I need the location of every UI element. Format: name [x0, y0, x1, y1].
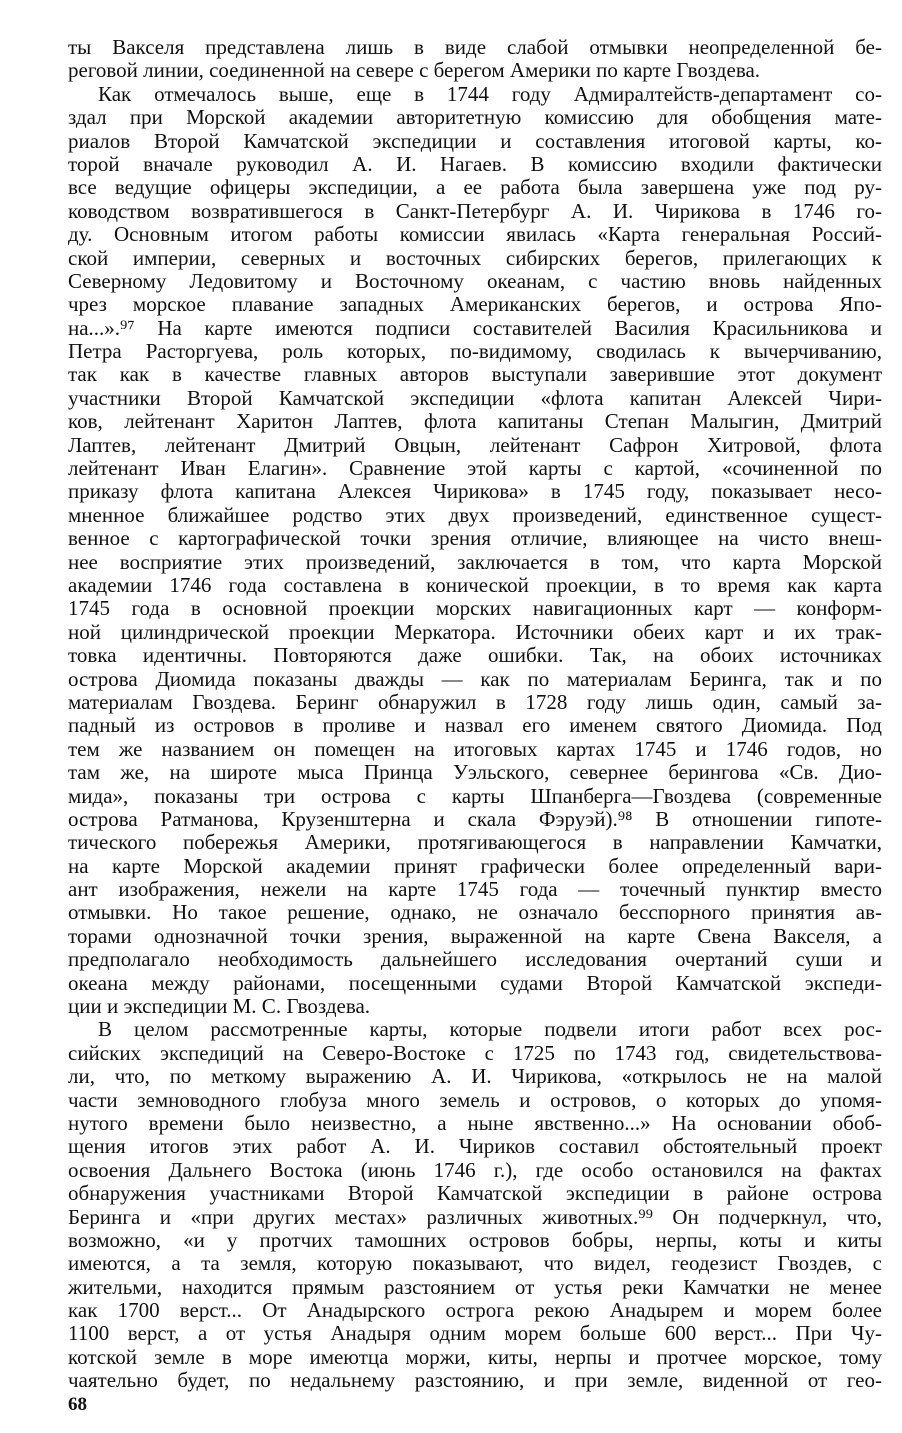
text-line: здал при Морской академии авторитетную комиссию для обобщения мате-	[68, 106, 882, 130]
text-line: щения итогов этих работ А. И. Чириков составил обстоятельный проект	[68, 1135, 882, 1159]
text-line: ной цилиндрической проекции Меркатора. Источники обеих карт и их трак-	[68, 620, 882, 644]
text-line: ду. Основным итогом работы комиссии явилась «Карта генеральная Россий-	[68, 223, 882, 247]
text-line: на карте Морской академии принят графически более определенный вари-	[68, 854, 882, 878]
text-line: 1745 года в основной проекции морских навигационных карт — конформ-	[68, 597, 882, 621]
text-line: академии 1746 года составлена в конической проекции, в то время как карта	[68, 573, 882, 597]
text-line: падный из островов в проливе и назвал его именем святого Диомида. Под	[68, 714, 882, 738]
text-line: чаятельно будет, по недальнему разстоянию, и при земле, виденной от гео-	[68, 1369, 882, 1393]
text-line: Петра Расторгуева, роль которых, по-видимому, сводилась к вычерчиванию,	[68, 340, 882, 364]
text-line: нее восприятие этих произведений, заключается в том, что карта Морской	[68, 550, 882, 574]
text-line: мида», показаны три острова с карты Шпанберга—Гвоздева (современные	[68, 784, 882, 808]
paragraph	[68, 36, 882, 83]
text-line: торой вначале руководил А. И. Нагаев. В комиссию входили фактически	[68, 152, 882, 176]
text-line: венное с картографической точки зрения отличие, влияющее на чисто внеш-	[68, 527, 882, 551]
text-line: ции и экспедиции М. С. Гвоздева.	[68, 995, 371, 1019]
text-line: реговой линии, соединенной на севере с берегом Америки по карте Гвоздева.	[68, 59, 761, 83]
text-line: острова Диомида показаны дважды — как по материалам Беринга, так и по	[68, 667, 882, 691]
text-line: Северному Ледовитому и Восточному океанам, с частию вновь найденных	[68, 269, 882, 293]
text-line: Как отмечалось выше, еще в 1744 году Адмиралтейств-департамент со-	[98, 82, 882, 106]
text-line: обнаружения участниками Второй Камчатской экспедиции в районе острова	[68, 1182, 882, 1206]
text-line: там же, на широте мыса Принца Уэльского, севернее берингова «Св. Дио-	[68, 761, 882, 785]
text-line: 1100 верст, а от устья Анадыря одним морем больше 600 верст... При Чу-	[68, 1322, 882, 1346]
text-line: В целом рассмотренные карты, которые подвели итоги работ всех рос-	[98, 1018, 882, 1042]
text-line: приказу флота капитана Алексея Чирикова» в 1745 году, показывает несо-	[68, 480, 882, 504]
text-line: тем же названием он помещен на итоговых картах 1745 и 1746 годов, но	[68, 737, 882, 761]
paragraph	[68, 1018, 882, 1392]
text-line: участники Второй Камчатской экспедиции «флота капитан Алексей Чири-	[68, 386, 882, 410]
text-line: лейтенант Иван Елагин». Сравнение этой карты с картой, «сочиненной по	[68, 457, 882, 481]
text-line: ант изображения, нежели на карте 1745 года — точечный пунктир вместо	[68, 878, 882, 902]
text-line: ты Вакселя представлена лишь в виде слабой отмывки неопределенной бе-	[68, 36, 882, 59]
text-line: риалов Второй Камчатской экспедиции и составления итоговой карты, ко-	[68, 129, 882, 153]
page-number: 68	[68, 1394, 87, 1415]
text-line: торами однозначной точки зрения, выраженной на карте Свена Вакселя, а	[68, 924, 882, 948]
text-line: возможно, «и у протчих тамошних островов бобры, нерпы, коты и киты	[68, 1228, 882, 1252]
text-line: на...».⁹⁷ На карте имеются подписи составителей Василия Красильникова и	[68, 316, 882, 340]
text-line: острова Ратманова, Крузенштерна и скала Фэруэй).⁹⁸ В отношении гипоте-	[68, 807, 882, 831]
text-line: котской земле в море имеютца моржи, киты, нерпы и протчее морское, тому	[68, 1345, 882, 1369]
text-line: части земноводного глобуза много земель и островов, о которых до упомя-	[68, 1088, 882, 1112]
text-line: чрез морское плавание западных Американских берегов, и острова Япо-	[68, 293, 882, 317]
paragraph	[68, 83, 882, 1019]
text-line: предполагало необходимость дальнейшего исследования очертаний суши и	[68, 948, 882, 972]
text-line: жительми, находится прямым разстоянием от устья реки Камчатки не менее	[68, 1275, 882, 1299]
text-line: ков, лейтенант Харитон Лаптев, флота капитаны Степан Малыгин, Дмитрий	[68, 410, 882, 434]
text-line: так как в качестве главных авторов выступали заверившие этот документ	[68, 363, 882, 387]
text-line: как 1700 верст... От Анадырского острога рекою Анадырем и морем более	[68, 1299, 882, 1323]
text-line: ской империи, северных и восточных сибирских берегов, прилегающих к	[68, 246, 882, 270]
text-line: материалам Гвоздева. Беринг обнаружил в 1728 году лишь один, самый за-	[68, 690, 882, 714]
text-line: океана между районами, посещенными судами Второй Камчатской экспеди-	[68, 971, 882, 995]
text-line: имеются, а та земля, которую показывают, что видел, геодезист Гвоздев, с	[68, 1252, 882, 1276]
text-line: тического побережья Америки, протягивающегося в направлении Камчатки,	[68, 831, 882, 855]
text-line: отмывки. Но такое решение, однако, не означало бесспорного принятия ав-	[68, 901, 882, 925]
text-line: сийских экспедиций на Северо-Востоке с 1725 по 1743 год, свидетельствова-	[68, 1041, 882, 1065]
text-line: товка идентичны. Повторяются даже ошибки. Так, на обоих источниках	[68, 644, 882, 668]
text-line: нутого времени было неизвестно, а ныне явственно...» На основании обоб-	[68, 1111, 882, 1135]
text-line: ководством возвратившегося в Санкт-Петербург А. И. Чирикова в 1746 го-	[68, 199, 882, 223]
body-text	[68, 36, 882, 1393]
text-line: освоения Дальнего Востока (июнь 1746 г.), где особо остановился на фактах	[68, 1158, 882, 1182]
text-line: ли, что, по меткому выражению А. И. Чирикова, «открылось не на малой	[68, 1065, 882, 1089]
text-line: мненное ближайшее родство этих двух произведений, единственное сущест-	[68, 503, 882, 527]
text-line: Лаптев, лейтенант Дмитрий Овцын, лейтенант Сафрон Хитровой, флота	[68, 433, 882, 457]
text-line: все ведущие офицеры экспедиции, а ее работа была завершена уже под ру-	[68, 176, 882, 200]
text-line: Беринга и «при других местах» различных животных.⁹⁹ Он подчеркнул, что,	[68, 1205, 882, 1229]
